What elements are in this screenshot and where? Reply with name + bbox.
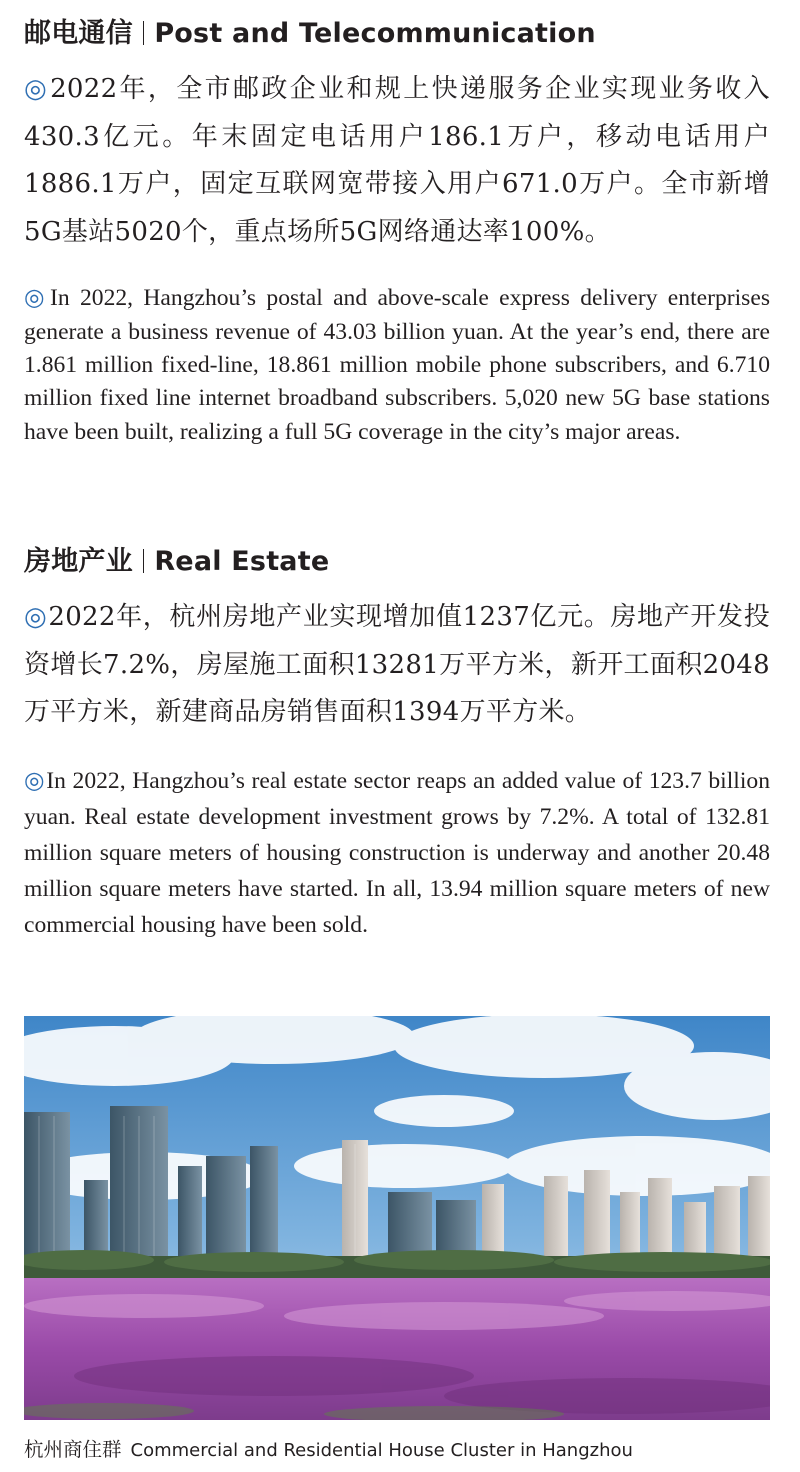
section-title-zh: 邮电通信: [24, 18, 133, 49]
city-skyline-photo: [24, 1016, 770, 1420]
photo-illustration: [24, 1016, 770, 1420]
section-title: [24, 544, 770, 580]
bullet-icon: ◎: [24, 767, 46, 794]
paragraph-en-text: In 2022, Hangzhou’s postal and above-scale express delivery enterprises generate a business revenue of 43.03 billion yuan. At the year’s end, there are 1.861 million fixed-line, 18.861 million mobile phone subscribers, and 6.710 million fixed line internet broadband subscribers. 5,020 new 5G base stations have been built, realizing a full 5G coverage in the city’s major areas.: [24, 285, 771, 445]
bullet-icon: ◎: [24, 74, 50, 104]
section-post-telecom: [24, 16, 770, 449]
paragraph-en: [24, 763, 770, 943]
paragraph-zh-text: 2022年，杭州房地产业实现增加值1237亿元。房地产开发投资增长7.2%，房屋施工面积13281万平方米，新开工面积2048万平方米，新建商品房销售面积1394万平方米。: [24, 602, 770, 728]
section-title-en: Post and Telecommunication: [154, 18, 596, 49]
caption-en: Commercial and Residential House Cluster in Hangzhou: [130, 1440, 633, 1461]
paragraph-zh: [24, 66, 770, 256]
photo-caption: [24, 1436, 633, 1465]
bullet-icon: ◎: [24, 602, 48, 632]
bullet-icon: ◎: [24, 285, 50, 312]
paragraph-zh: [24, 594, 770, 737]
section-title: [24, 16, 770, 52]
section-real-estate: [24, 544, 770, 943]
section-title-zh: 房地产业: [24, 546, 133, 577]
title-separator: [143, 21, 145, 45]
section-title-en: Real Estate: [154, 546, 330, 577]
paragraph-en: [24, 282, 770, 448]
paragraph-zh-text: 2022年，全市邮政企业和规上快递服务企业实现业务收入430.3亿元。年末固定电话用户186.1万户，移动电话用户1886.1万户，固定互联网宽带接入用户671.0万户。全市新增5G基站5020个，重点场所5G网络通达率100%。: [24, 74, 770, 247]
title-separator: [143, 549, 145, 573]
paragraph-en-text: In 2022, Hangzhou’s real estate sector reaps an added value of 123.7 billion yuan. Real estate development investment grows by 7.2%. A total of 132.81 million square meters of housing construction is underway and another 20.48 million square meters have started. In all, 13.94 million square meters of new commercial housing have been sold.: [24, 767, 770, 938]
caption-zh: 杭州商住群: [24, 1438, 122, 1461]
